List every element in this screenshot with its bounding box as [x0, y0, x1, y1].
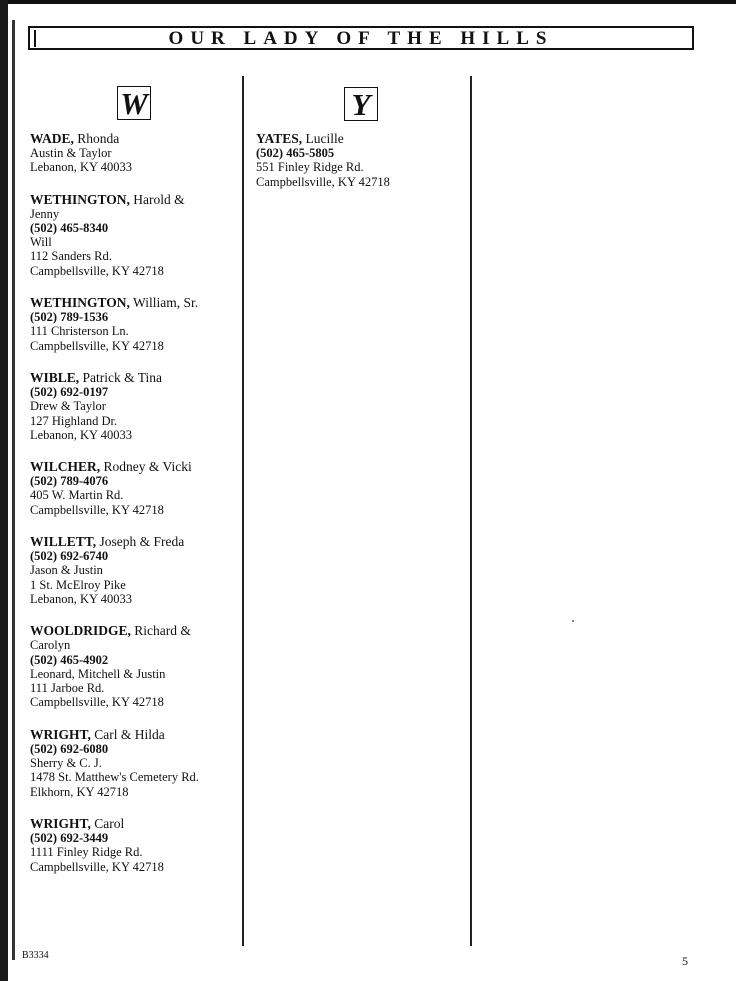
directory-entry: [30, 192, 240, 278]
entry-name: [30, 534, 240, 549]
entry-detail-line: 111 Christerson Ln.: [30, 324, 129, 339]
top-rule: [0, 0, 736, 4]
entry-given-name: Rodney & Vicki: [103, 459, 192, 475]
entry-detail-line: 1111 Finley Ridge Rd.: [30, 845, 143, 860]
entry-detail-line: Austin & Taylor: [30, 146, 112, 160]
directory-entry: [30, 370, 240, 442]
entry-detail-line: Will: [30, 235, 52, 250]
left-binding-line: [12, 20, 15, 960]
entry-given-name: Carl & Hilda: [94, 726, 165, 742]
entry-detail-line: Elkhorn, KY 42718: [30, 784, 129, 799]
entry-detail-line: 111 Jarboe Rd.: [30, 681, 105, 696]
entry-detail-line: Campbellsville, KY 42718: [256, 174, 390, 189]
entry-detail-line: Lebanon, KY 40033: [30, 160, 132, 175]
entry-name: [30, 623, 240, 638]
entry-detail-line: Leonard, Mitchell & Justin: [30, 666, 166, 681]
entry-detail-line: 127 Highland Dr.: [30, 413, 118, 428]
entry-name: [30, 295, 240, 310]
entry-name: [30, 192, 240, 207]
entry-name: [30, 370, 240, 385]
entry-detail-line: Carolyn: [30, 638, 71, 653]
entry-detail-line: 1478 St. Matthew's Cemetery Rd.: [30, 770, 199, 785]
page-number: 5: [682, 954, 688, 968]
entry-name: [30, 727, 240, 742]
entry-phone: (502) 789-4076: [30, 474, 109, 489]
directory-entry: [256, 131, 466, 189]
entry-surname: WETHINGTON,: [30, 191, 130, 207]
entry-given-name: Richard &: [134, 623, 191, 639]
entry-phone: (502) 465-8340: [30, 220, 109, 235]
entry-detail-line: Campbellsville, KY 42718: [30, 502, 164, 517]
entry-detail-line: Jenny: [30, 206, 60, 221]
entry-phone: (502) 692-6740: [30, 549, 109, 564]
section-letter-y: Y: [344, 87, 378, 121]
entry-surname: WRIGHT,: [30, 815, 91, 831]
print-speck: [572, 620, 574, 622]
entry-detail-line: Lebanon, KY 40033: [30, 591, 132, 606]
entry-given-name: Patrick & Tina: [82, 369, 163, 385]
entry-detail-line: Campbellsville, KY 42718: [30, 859, 164, 874]
page-title: OUR LADY OF THE HILLS: [168, 28, 554, 49]
entry-phone: (502) 465-5805: [256, 146, 335, 160]
entry-detail-line: Drew & Taylor: [30, 399, 106, 414]
entry-detail-line: 405 W. Martin Rd.: [30, 488, 124, 503]
entry-detail-line: Campbellsville, KY 42718: [30, 338, 164, 353]
entry-name: [30, 459, 240, 474]
directory-column-w: [30, 131, 240, 891]
directory-entry: [30, 459, 240, 517]
directory-entry: [30, 131, 240, 175]
entry-given-name: Rhonda: [77, 131, 120, 146]
directory-entry: [30, 295, 240, 353]
entry-surname: YATES,: [256, 131, 303, 146]
entry-phone: (502) 692-0197: [30, 384, 109, 399]
entry-surname: WILLETT,: [30, 534, 97, 550]
directory-entry: [30, 623, 240, 709]
directory-entry: [30, 727, 240, 799]
entry-name: [256, 131, 466, 146]
entry-surname: WADE,: [30, 131, 74, 146]
entry-surname: WILCHER,: [30, 459, 101, 475]
directory-entry: [30, 534, 240, 606]
entry-given-name: William, Sr.: [133, 295, 199, 311]
entry-detail-line: Lebanon, KY 40033: [30, 427, 132, 442]
directory-column-y: [256, 131, 466, 206]
entry-detail-line: Jason & Justin: [30, 563, 103, 578]
entry-phone: (502) 789-1536: [30, 310, 109, 325]
header-banner: [28, 26, 694, 50]
column-divider-right: [470, 76, 472, 946]
entry-given-name: Lucille: [305, 131, 344, 146]
entry-given-name: Carol: [94, 815, 125, 831]
entry-given-name: Harold &: [133, 191, 185, 207]
entry-detail-line: Campbellsville, KY 42718: [30, 695, 164, 710]
entry-phone: (502) 692-6080: [30, 741, 109, 756]
entry-detail-line: 112 Sanders Rd.: [30, 249, 112, 264]
directory-entry: [30, 816, 240, 874]
entry-name: [30, 131, 240, 146]
entry-surname: WRIGHT,: [30, 726, 91, 742]
section-letter-w: W: [117, 86, 151, 120]
entry-surname: WETHINGTON,: [30, 295, 130, 311]
entry-detail-line: Sherry & C. J.: [30, 756, 102, 771]
entry-name: [30, 816, 240, 831]
entry-phone: (502) 465-4902: [30, 652, 109, 667]
entry-surname: WIBLE,: [30, 369, 80, 385]
entry-detail-line: 551 Finley Ridge Rd.: [256, 160, 364, 175]
entry-surname: WOOLDRIDGE,: [30, 623, 131, 639]
entry-phone: (502) 692-3449: [30, 830, 109, 845]
left-binding-edge: [0, 0, 8, 981]
entry-detail-line: 1 St. McElroy Pike: [30, 577, 126, 592]
entry-given-name: Joseph & Freda: [99, 534, 185, 550]
column-divider-left: [242, 76, 244, 946]
footer-code: B3334: [22, 950, 49, 961]
entry-detail-line: Campbellsville, KY 42718: [30, 263, 164, 278]
